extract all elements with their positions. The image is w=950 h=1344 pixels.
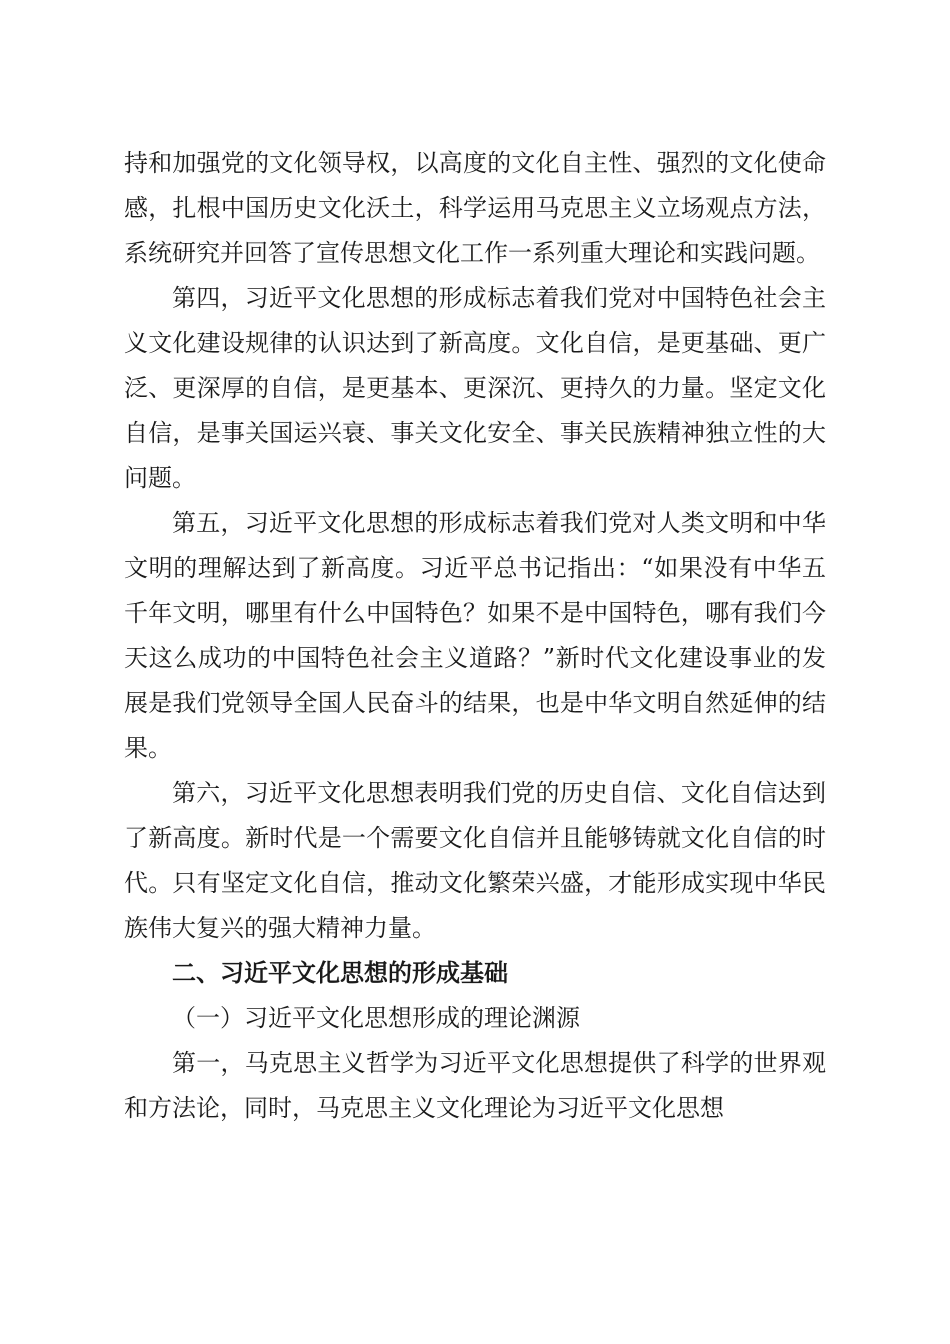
paragraph-sixth-point: 第六，习近平文化思想表明我们党的历史自信、文化自信达到了新高度。新时代是一个需要文化自信并且能够铸就文化自信的时代。只有坚定文化自信，推动文化繁荣兴盛，才能形成实现中华民族伟大复兴的强大精神力量。 bbox=[124, 779, 826, 942]
subsection-heading: （一）习近平文化思想形成的理论渊源 bbox=[172, 1004, 580, 1032]
paragraph-continued: 持和加强党的文化领导权，以高度的文化自主性、强烈的文化使命感，扎根中国历史文化沃土，科学运用马克思主义立场观点方法，系统研究并回答了宣传思想文化工作一系列重大理论和实践问题。 bbox=[124, 149, 826, 267]
document-body bbox=[124, 141, 826, 1131]
paragraph-first-point: 第一，马克思主义哲学为习近平文化思想提供了科学的世界观和方法论，同时，马克思主义文化理论为习近平文化思想 bbox=[124, 1049, 826, 1122]
section-heading: 二、习近平文化思想的形成基础 bbox=[172, 959, 508, 987]
paragraph-fifth-point: 第五，习近平文化思想的形成标志着我们党对人类文明和中华文明的理解达到了新高度。习近平总书记指出：“如果没有中华五千年文明，哪里有什么中国特色？如果不是中国特色，哪有我们今天这么成功的中国特色社会主义道路？”新时代文化建设事业的发展是我们党领导全国人民奋斗的结果，也是中华文明自然延伸的结果。 bbox=[124, 509, 826, 762]
paragraph-fourth-point: 第四，习近平文化思想的形成标志着我们党对中国特色社会主义文化建设规律的认识达到了新高度。文化自信，是更基础、更广泛、更深厚的自信，是更基本、更深沉、更持久的力量。坚定文化自信，是事关国运兴衰、事关文化安全、事关民族精神独立性的大问题。 bbox=[124, 284, 826, 492]
